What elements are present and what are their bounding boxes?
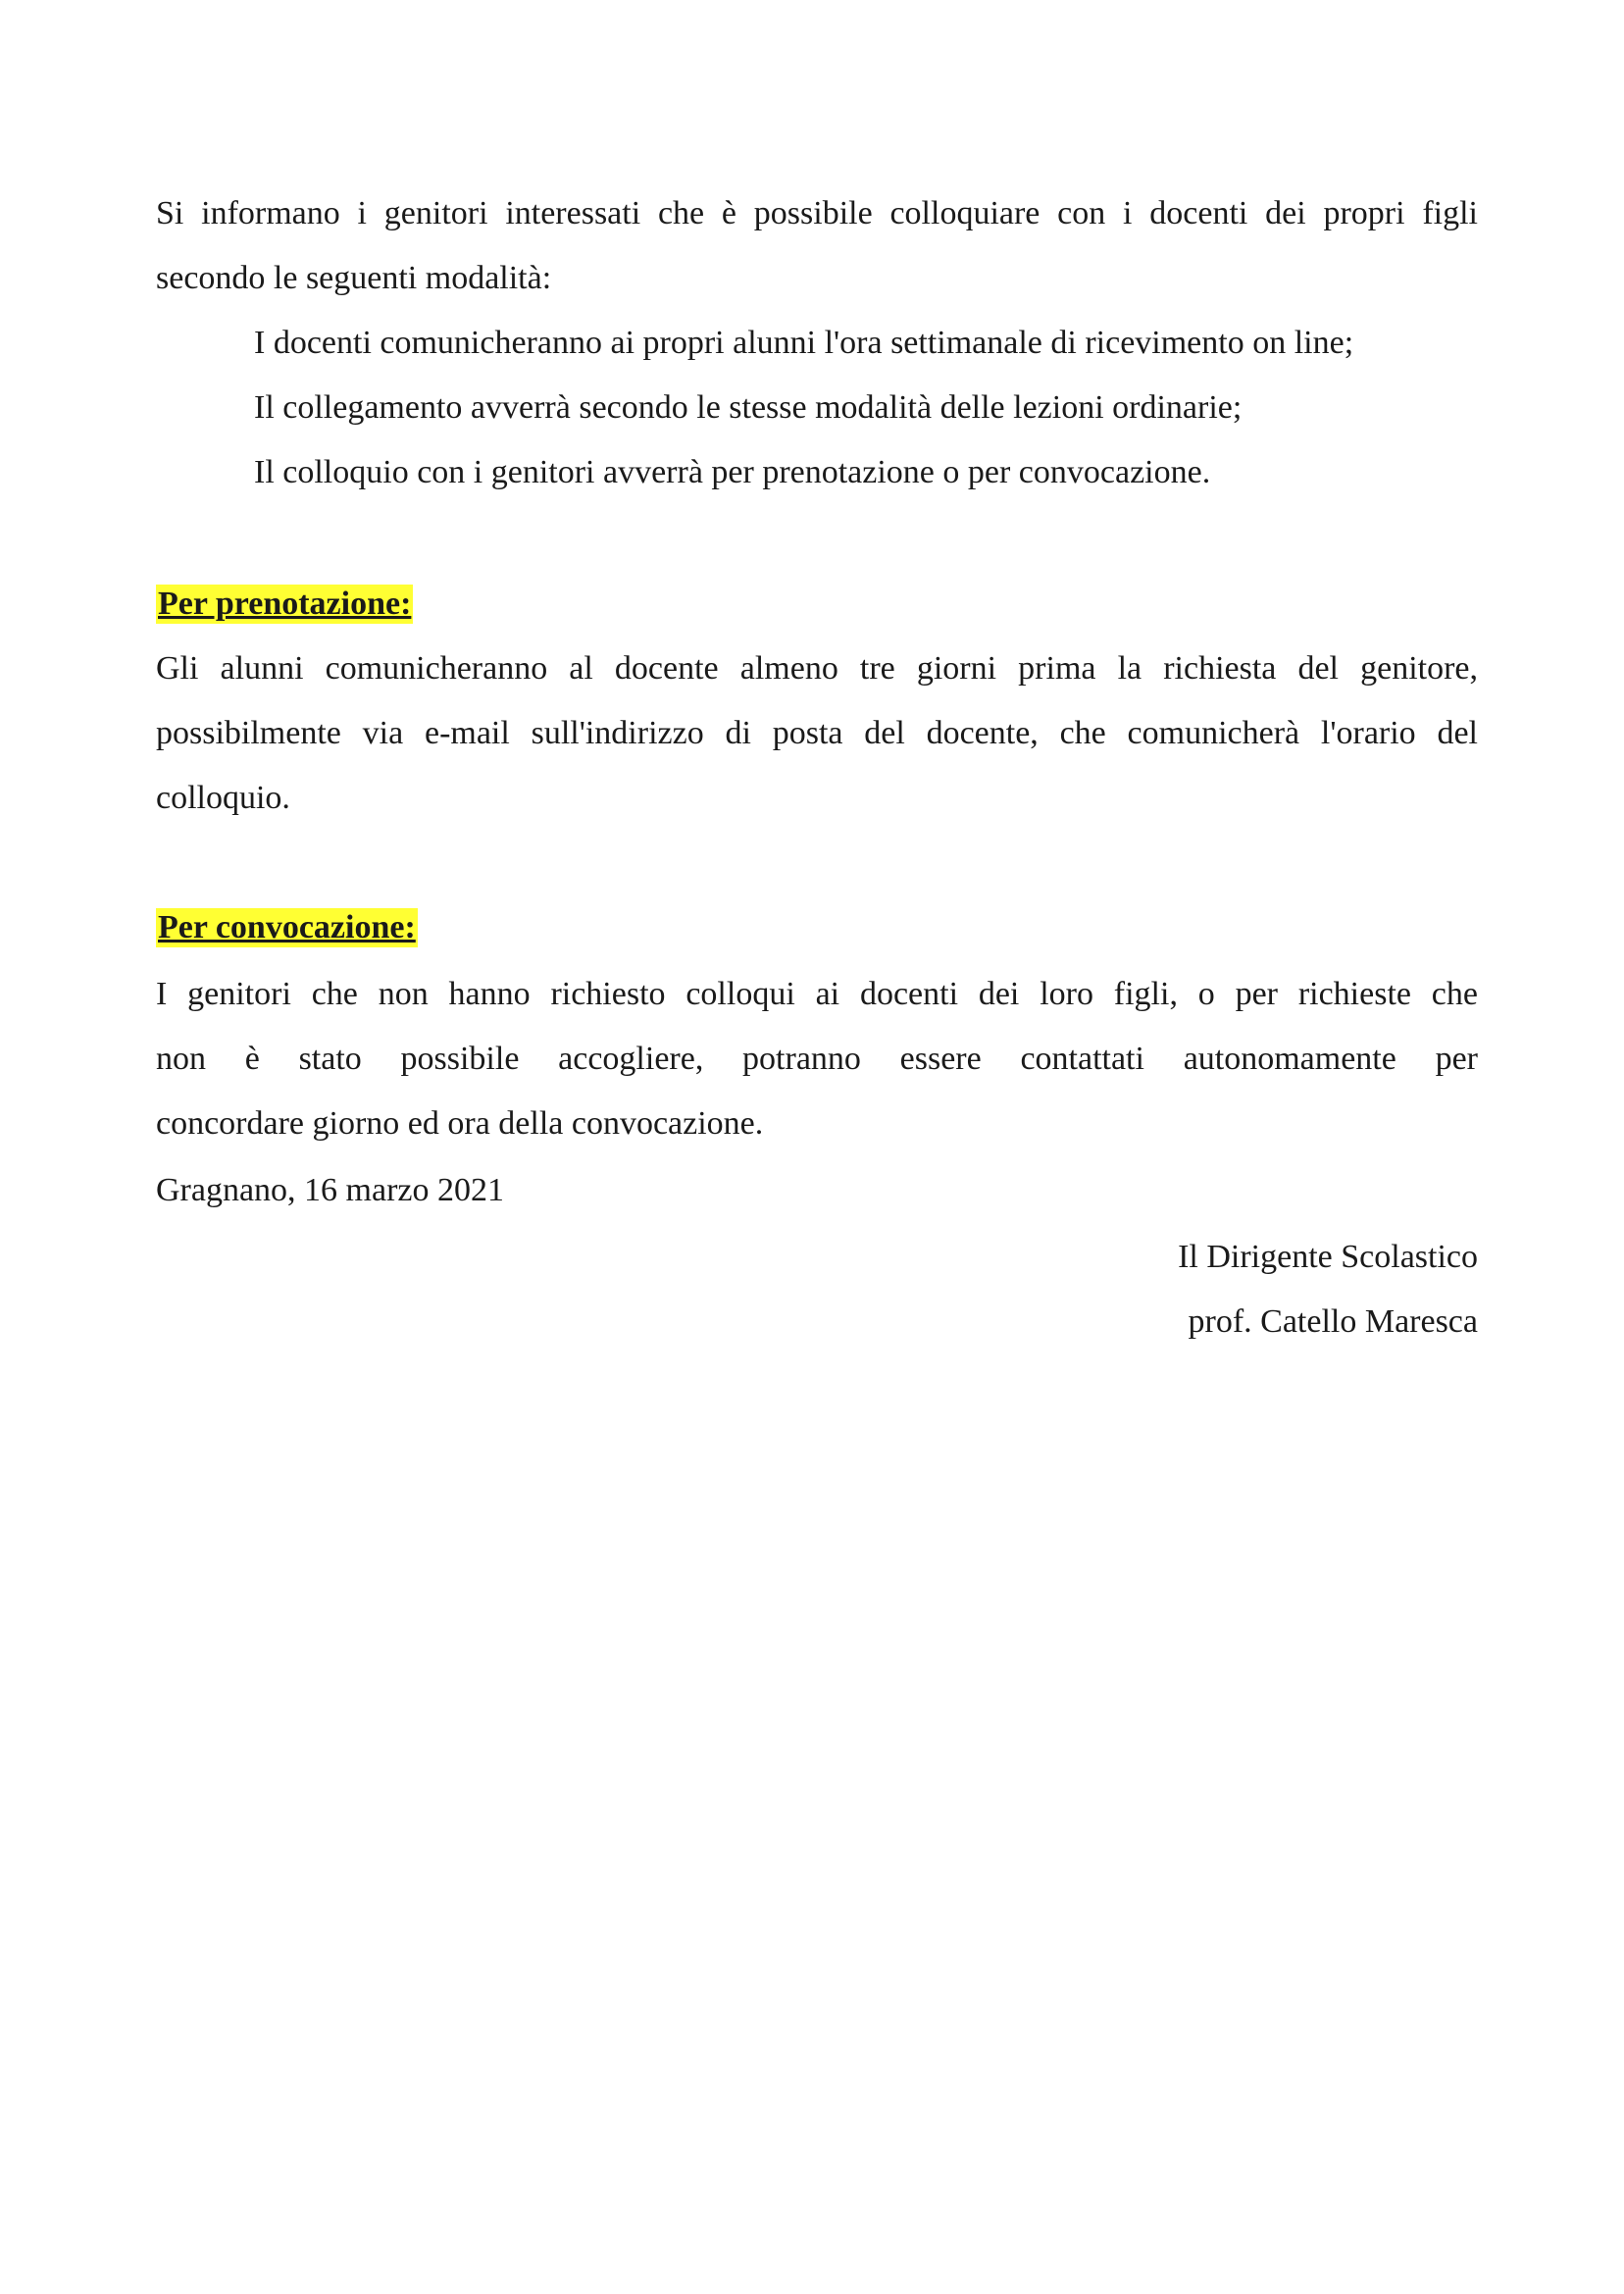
prenotazione-line-3: colloquio. bbox=[156, 780, 290, 816]
convocazione-line-1: I genitori che non hanno richiesto colloqui ai docenti dei loro figli, o per richieste che bbox=[156, 976, 1478, 1012]
prenotazione-line-2: possibilmente via e-mail sull'indirizzo di posta del docente, che comunicherà l'orario del bbox=[156, 715, 1478, 751]
place-date: Gragnano, 16 marzo 2021 bbox=[156, 1172, 505, 1208]
convocazione-heading: Per convocazione: bbox=[158, 909, 416, 945]
convocazione-line-3: concordare giorno ed ora della convocazione. bbox=[156, 1105, 764, 1142]
convocazione-line-2: non è stato possibile accogliere, potranno essere contattati autonomamente per bbox=[156, 1041, 1478, 1077]
intro-line-2: secondo le seguenti modalità: bbox=[156, 260, 552, 296]
signature-name: prof. Catello Maresca bbox=[1188, 1303, 1478, 1340]
prenotazione-heading: Per prenotazione: bbox=[158, 586, 412, 622]
modality-item-2: Il collegamento avverrà secondo le stesse modalità delle lezioni ordinarie; bbox=[254, 389, 1243, 426]
intro-line-1: Si informano i genitori interessati che è possibile colloquiare con i docenti dei propri figli bbox=[156, 195, 1478, 231]
signature-role: Il Dirigente Scolastico bbox=[1178, 1239, 1478, 1275]
prenotazione-line-1: Gli alunni comunicheranno al docente almeno tre giorni prima la richiesta del genitore, bbox=[156, 650, 1478, 687]
modality-item-3: Il colloquio con i genitori avverrà per prenotazione o per convocazione. bbox=[254, 454, 1211, 490]
modality-item-1: I docenti comunicheranno ai propri alunni l'ora settimanale di ricevimento on line; bbox=[254, 325, 1354, 361]
